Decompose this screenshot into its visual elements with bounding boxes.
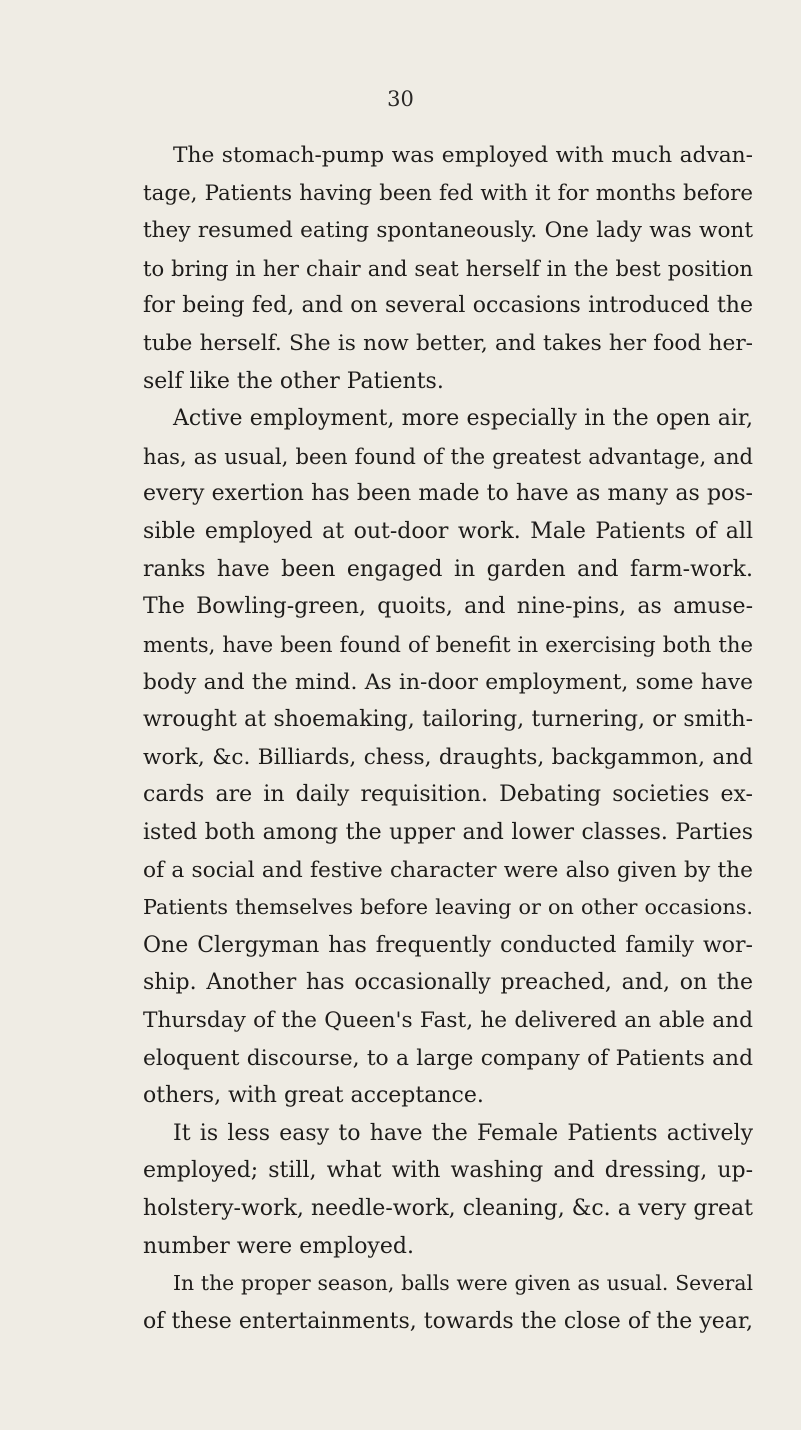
text-line: cards are in daily requisition. Debating societies ex- — [143, 782, 753, 808]
text-line: body and the mind. As in-door employment, some have — [143, 669, 753, 695]
text-line: work, &c. Billiards, chess, draughts, backgammon, and — [143, 744, 753, 770]
page-number: 30 — [387, 87, 414, 111]
text-line: tage, Patients having been fed with it for months before — [143, 180, 753, 206]
text-line: ments, have been found of benefit in exercising both the — [143, 631, 753, 657]
text-line: One Clergyman has frequently conducted family wor- — [143, 932, 753, 958]
text-line: In the proper season, balls were given as usual. Several — [173, 1271, 753, 1296]
text-line: they resumed eating spontaneously. One lady was wont — [143, 218, 753, 244]
text-line: It is less easy to have the Female Patients actively — [173, 1120, 753, 1146]
text-line: of these entertainments, towards the close of the year, — [143, 1308, 753, 1334]
text-line: of a social and festive character were also given by the — [143, 857, 753, 883]
text-line: eloquent discourse, to a large company of Patients and — [143, 1045, 753, 1071]
text-line: sible employed at out-door work. Male Patients of all — [143, 519, 753, 545]
text-line: number were employed. — [143, 1233, 414, 1259]
text-line: self like the other Patients. — [143, 368, 444, 394]
text-line: Active employment, more especially in the open air, — [173, 406, 753, 432]
text-line: The Bowling-green, quoits, and nine-pins, as amuse- — [143, 594, 753, 620]
text-line: others, with great acceptance. — [143, 1083, 484, 1109]
text-line: employed; still, what with washing and dressing, up- — [143, 1158, 753, 1184]
text-line: holstery-work, needle-work, cleaning, &c. a very great — [143, 1196, 753, 1222]
text-line: isted both among the upper and lower classes. Parties — [143, 819, 753, 845]
text-line: Thursday of the Queen's Fast, he delivered an able and — [143, 1008, 753, 1034]
text-line: ranks have been engaged in garden and farm-work. — [143, 556, 753, 582]
body-text — [143, 137, 753, 1341]
text-line: Patients themselves before leaving or on other occasions. — [143, 895, 753, 920]
text-line: The stomach-pump was employed with much advan- — [173, 143, 753, 168]
text-line: wrought at shoemaking, tailoring, turnering, or smith- — [143, 707, 753, 733]
text-line: to bring in her chair and seat herself in the best position — [143, 255, 753, 281]
text-line: for being fed, and on several occasions introduced the — [143, 293, 753, 319]
text-line: tube herself. She is now better, and takes her food her- — [143, 331, 753, 357]
text-line: ship. Another has occasionally preached, and, on the — [143, 970, 753, 996]
text-line: every exertion has been made to have as many as pos- — [143, 481, 753, 507]
text-line: has, as usual, been found of the greatest advantage, and — [143, 443, 753, 469]
